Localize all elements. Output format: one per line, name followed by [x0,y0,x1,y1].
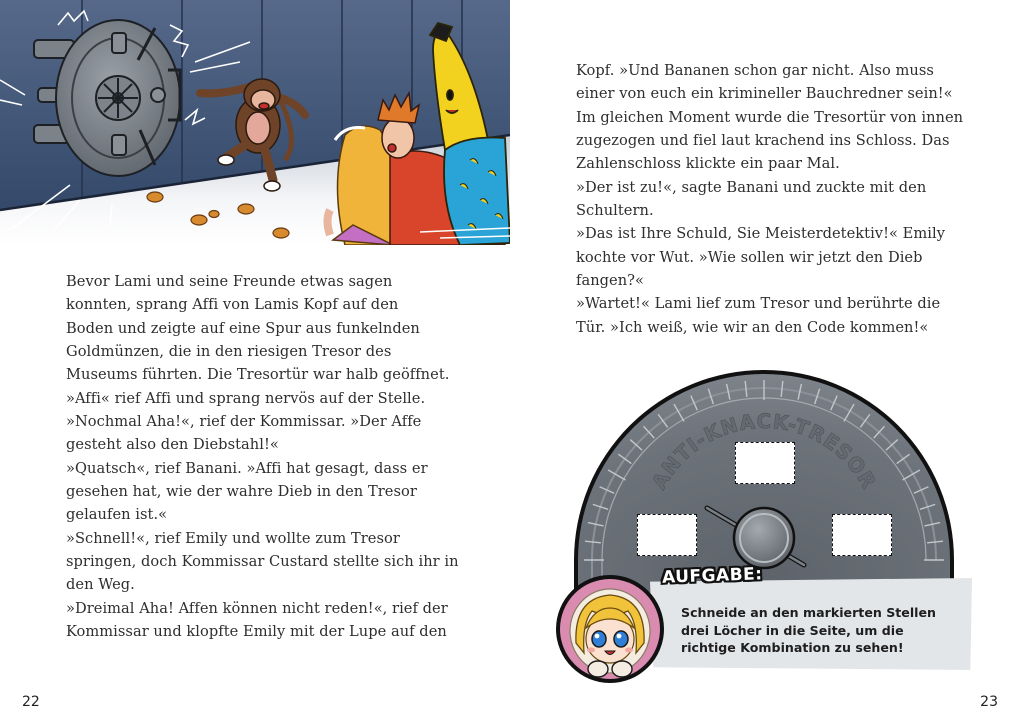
emily-avatar [554,573,666,685]
text-line: gesteht also den Diebstahl!« [66,436,279,454]
text-line: Museums führten. Die Tresortür war halb geöffnet. [66,366,450,384]
text-line: Bevor Lami und seine Freunde etwas sagen [66,273,393,290]
text-line: Goldmünzen, die in den riesigen Tresor des [66,343,392,361]
cut-hole-top[interactable] [735,442,795,484]
text-line: gesehen hat, wie der wahre Dieb in den Tresor [66,483,417,501]
dial-label: ANTI-KNACK-TRESOR [646,408,882,494]
text-line: »Quatsch«, rief Banani. »Affi hat gesagt, dass er [66,459,428,477]
page-number-right: 23 [980,694,998,710]
text-line: »Nochmal Aha!«, rief der Kommissar. »Der Affe [66,413,422,431]
cut-hole-left[interactable] [637,514,697,556]
text-line: springen, doch Kommissar Custard stellte sich ihr in [66,553,459,571]
task-instructions [681,604,971,657]
task-line: richtige Kombination zu sehen! [681,640,904,655]
text-line: den Weg. [66,576,135,594]
text-line: Kopf. »Und Bananen schon gar nicht. Also muss [576,62,934,79]
text-line: »Affi« rief Affi und sprang nervös auf der Stelle. [66,389,426,407]
text-line: konnten, sprang Affi von Lamis Kopf auf den [66,296,399,314]
right-page [510,0,1020,724]
text-line: »Dreimal Aha! Affen können nicht reden!«, rief der [66,599,448,617]
text-line: Kommissar und klopfte Emily mit der Lupe auf den [66,623,447,641]
text-line: kochte vor Wut. »Wie sollen wir jetzt den Dieb [576,248,923,266]
story-text-right [576,59,976,339]
task-heading: AUFGABE: [661,564,763,588]
cut-hole-right[interactable] [832,514,892,556]
text-line: Im gleichen Moment wurde die Tresortür von innen [576,108,964,126]
text-line: »Schnell!«, rief Emily und wollte zum Tresor [66,529,400,547]
text-line: Schultern. [576,202,654,220]
text-line: Tür. »Ich weiß, wie wir an den Code kommen!« [576,318,929,336]
text-line: einer von euch ein krimineller Bauchredner sein!« [576,85,953,103]
text-line: »Das ist Ihre Schuld, Sie Meisterdetektiv!« Emily [576,225,945,243]
text-line: zugezogen und fiel laut krachend ins Schloss. Das [576,132,950,150]
text-line: »Der ist zu!«, sagte Banani und zuckte mit den [576,178,927,196]
text-line: »Wartet!« Lami lief zum Tresor und berührte die [576,295,941,313]
task-line: drei Löcher in die Seite, um die [681,622,904,638]
story-text-left [66,270,466,644]
text-line: Boden und zeigte auf eine Spur aus funkelnden [66,319,420,337]
page-number-left: 22 [22,694,40,710]
text-line: gelaufen ist.« [66,506,168,524]
text-line: fangen?« [576,272,645,290]
text-line: Zahlenschloss klickte ein paar Mal. [576,155,840,173]
vault-scene-illustration [0,0,510,245]
task-line: Schneide an den markierten Stellen [681,605,936,620]
